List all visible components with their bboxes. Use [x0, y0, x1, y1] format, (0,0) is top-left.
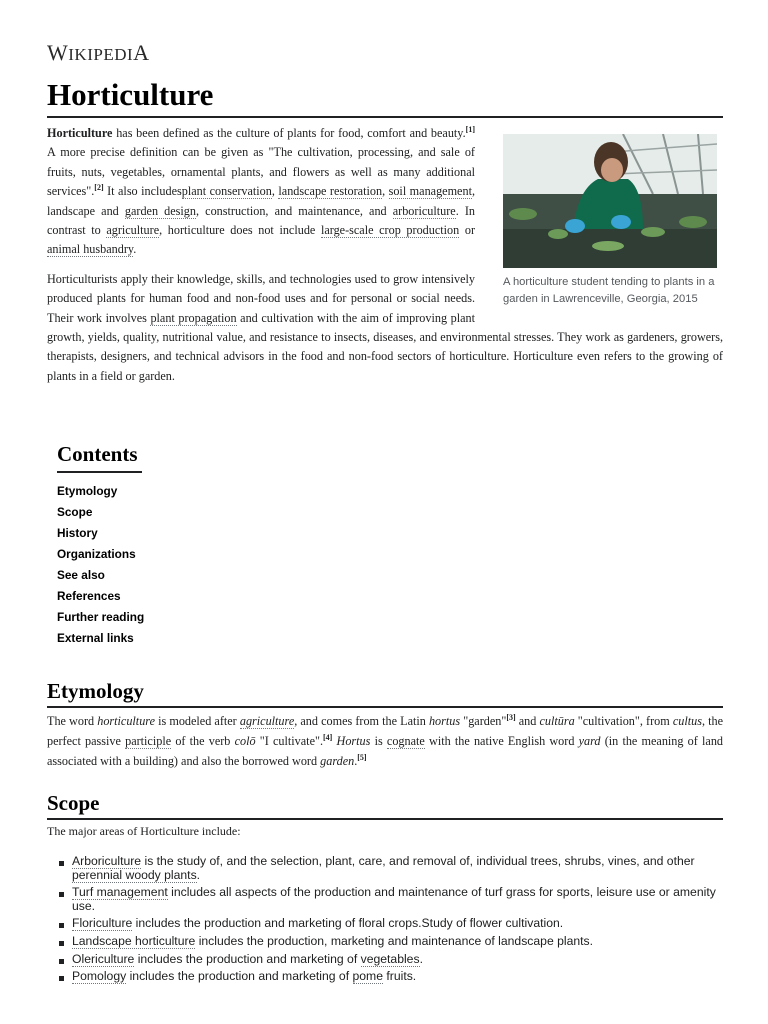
link-arboriculture[interactable]: arboriculture	[392, 203, 456, 218]
reference-5[interactable]: [5]	[357, 752, 367, 762]
link-animal-husbandry[interactable]: animal husbandry	[47, 242, 134, 257]
link-pomology[interactable]: Pomology	[72, 969, 127, 984]
intro-paragraph-1: Horticulture has been defined as the culture of plants for food, comfort and beauty.[1] A more precise definition can be given as "The cultivation, processing, and sale of fruits, nuts, vegetables, ornamental plants, and flowers as well as many additional services".[2] It also includesplant conservation, landscape restoration, soil management, landscape and garden design, construction, and maintenance, and arboriculture. In contrast to agriculture, horticulture does not include large-scale crop production or animal husbandry.	[47, 124, 476, 257]
toc-list	[57, 481, 144, 649]
image-caption: A horticulture student tending to plants in a garden in Lawrenceville, Georgia, 2015	[503, 276, 715, 305]
link-pome[interactable]: pome	[352, 969, 383, 984]
toc-item-history[interactable]: History	[57, 526, 98, 540]
toc-item-organizations[interactable]: Organizations	[57, 547, 136, 561]
toc-title: Contents	[57, 442, 142, 473]
link-perennial-woody-plants[interactable]: perennial woody plants	[72, 867, 197, 882]
list-item: Arboriculture is the study of, and the selection, plant, care, and removal of, individual trees, shrubs, vines, and other perennial woody plants.	[72, 855, 732, 882]
link-soil-management[interactable]: soil management	[388, 184, 472, 199]
link-agriculture-etym[interactable]: agriculture	[239, 714, 295, 728]
link-landscape-restoration[interactable]: landscape restoration	[278, 184, 383, 199]
link-participle[interactable]: participle	[125, 733, 172, 748]
link-turf-management[interactable]: Turf management	[72, 885, 168, 900]
toc-item-external-links[interactable]: External links	[57, 631, 134, 645]
heading-etymology: Etymology	[47, 677, 723, 708]
lead-image-box	[503, 134, 717, 308]
heading-scope: Scope	[47, 789, 723, 820]
lead-term: Horticulture	[47, 126, 113, 140]
link-cognate[interactable]: cognate	[386, 733, 425, 748]
table-of-contents	[57, 442, 144, 649]
list-item: Pomology includes the production and marketing of pome fruits.	[72, 970, 732, 984]
reference-2[interactable]: [2]	[94, 183, 104, 193]
link-large-scale-crop-production[interactable]: large-scale crop production	[320, 223, 460, 238]
toc-item-etymology[interactable]: Etymology	[57, 484, 118, 498]
link-olericulture[interactable]: Olericulture	[72, 951, 135, 966]
toc-item-scope[interactable]: Scope	[57, 505, 93, 519]
link-vegetables[interactable]: vegetables	[360, 951, 420, 966]
toc-item-references[interactable]: References	[57, 589, 121, 603]
link-arboriculture-scope[interactable]: Arboriculture	[72, 854, 142, 868]
scope-intro: The major areas of Horticulture include:	[47, 824, 241, 838]
link-plant-propagation[interactable]: plant propagation	[150, 310, 237, 325]
link-floriculture[interactable]: Floriculture	[72, 916, 133, 931]
list-item: Turf management includes all aspects of the production and maintenance of turf grass for sports, leisure use or amenity use.	[72, 886, 732, 913]
page-title: Horticulture	[47, 76, 723, 118]
horticulture-student-photo	[503, 134, 717, 268]
reference-4[interactable]: [4]	[323, 732, 333, 742]
reference-3[interactable]: [3]	[506, 712, 516, 722]
link-garden-design[interactable]: garden design	[124, 203, 196, 218]
link-plant-conservation[interactable]: plant conservation	[181, 184, 272, 199]
intro-paragraph-2: Horticulturists apply their knowledge, skills, and technologies used to grow intensively produced plants for human food and non-food uses and for personal or social needs. Their work involves plant propagation and cultivation with the aim of improving plant growth, yields, quality, nutritional value, and resistance to insects, diseases, and environmental stresses. They work as gardeners, growers, therapists, designers, and technical advisors in the food and non-food sectors of horticulture. Horticulture even refers to the growing of plants in a field or garden.	[47, 271, 723, 383]
link-agriculture[interactable]: agriculture	[106, 223, 160, 238]
list-item: Landscape horticulture includes the production, marketing and maintenance of landscape plants.	[72, 935, 732, 949]
scope-list	[72, 855, 732, 988]
list-item: Floriculture includes the production and marketing of floral crops.Study of flower cultivation.	[72, 917, 732, 931]
toc-item-see-also[interactable]: See also	[57, 568, 105, 582]
intro-section	[47, 124, 723, 396]
list-item: Olericulture includes the production and marketing of vegetables.	[72, 953, 732, 967]
wikipedia-wordmark: WIKIPEDIA	[47, 40, 150, 65]
etymology-paragraph: The word horticulture is modeled after agriculture, and comes from the Latin hortus "garden"[3] and cultūra "cultivation", from cultus, the perfect passive participle of the verb colō "I cultivate".[4] Hortus is cognate with the native English word yard (in the meaning of land associated with a building) and also the borrowed word garden.[5]	[47, 712, 724, 768]
toc-item-further-reading[interactable]: Further reading	[57, 610, 145, 624]
link-landscape-horticulture[interactable]: Landscape horticulture	[72, 933, 196, 948]
reference-1[interactable]: [1]	[465, 124, 475, 134]
